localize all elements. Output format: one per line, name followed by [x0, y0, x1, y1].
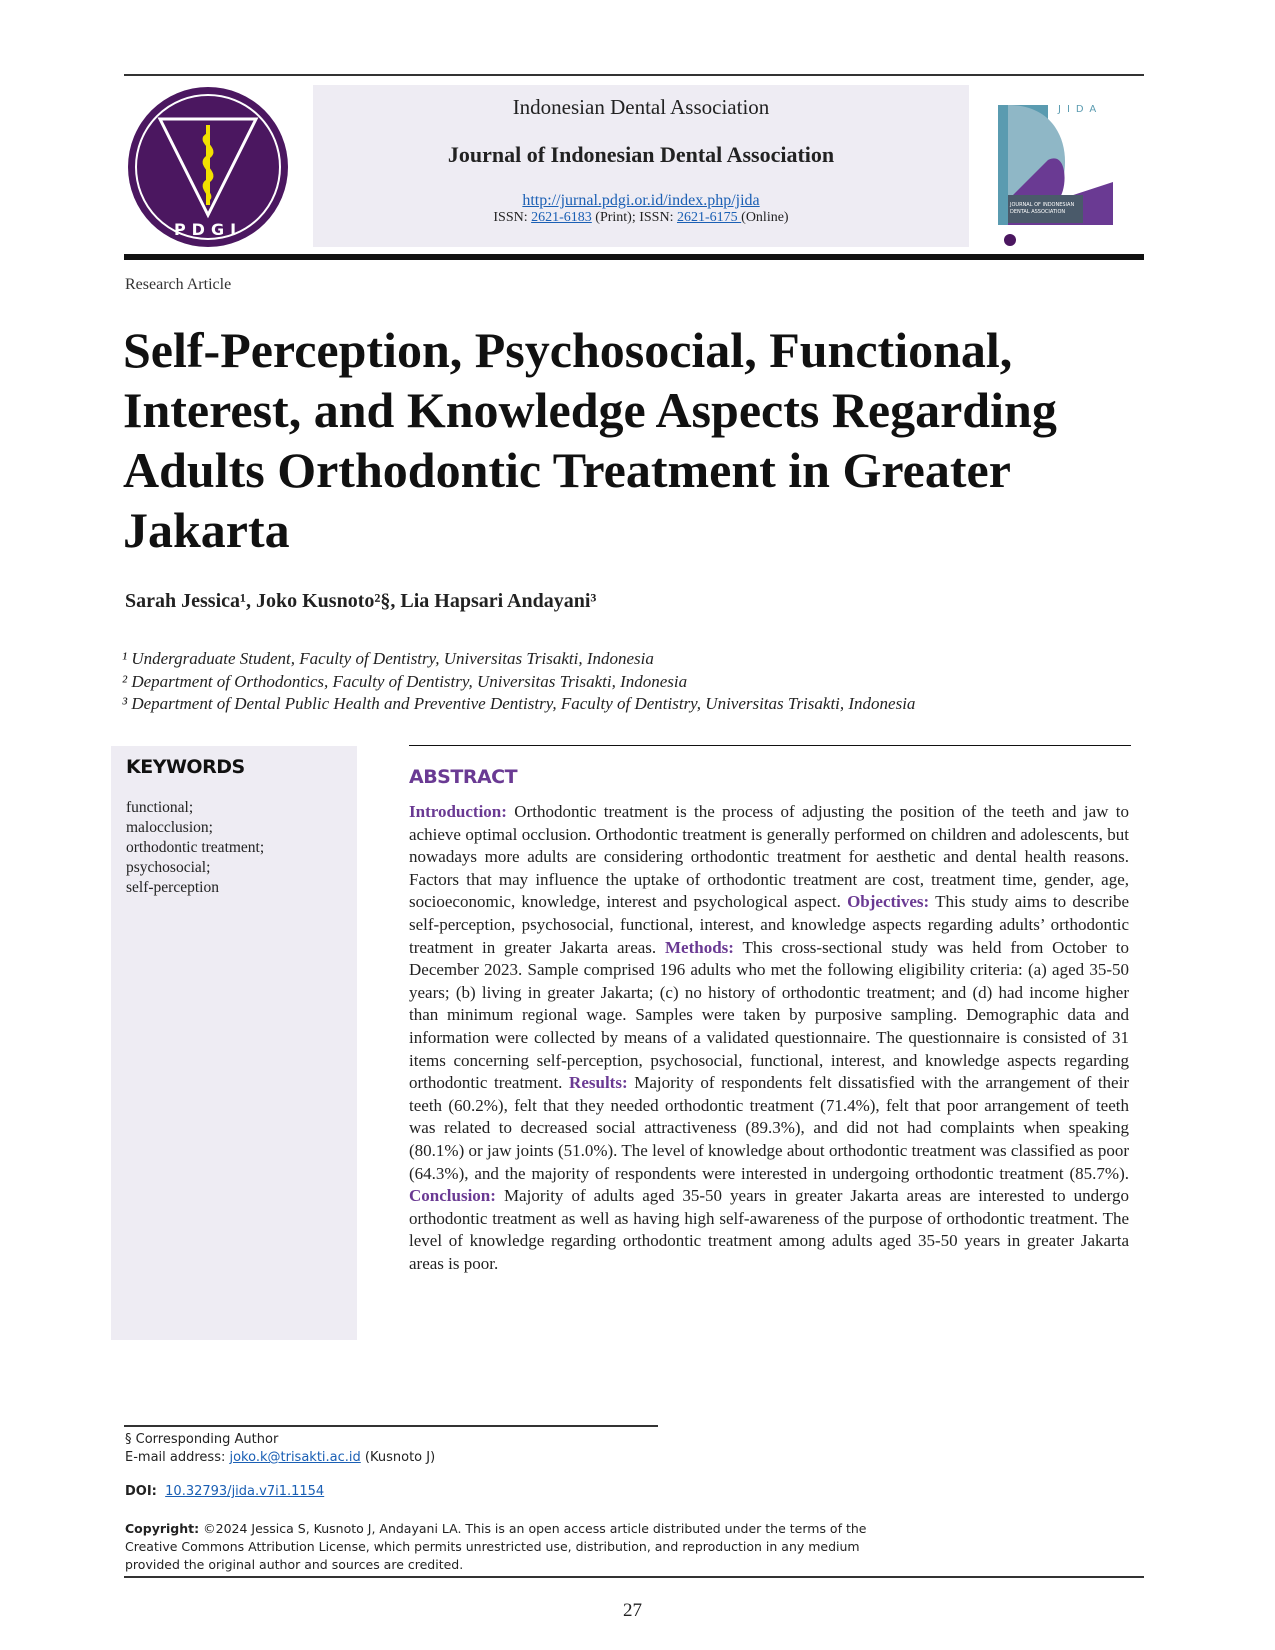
conclusion-text: Majority of adults aged 35-50 years in greater Jakarta areas are interested to undergo orthodontic treatment as well as having high self-awareness of the purpose of orthodontic treatment. The level of knowledge regarding orthodontic treatment among adults aged 35-50 years in greater Jakarta areas is poor. — [409, 1186, 1129, 1273]
keyword: malocclusion; — [126, 819, 213, 836]
journal-name: Journal of Indonesian Dental Association — [447, 142, 835, 167]
copyright-notice — [125, 1520, 885, 1574]
email-label: E-mail address: — [125, 1450, 230, 1465]
online-label: (Online) — [741, 210, 789, 225]
affiliation: ² Department of Orthodontics, Faculty of Dentistry, Universitas Trisakti, Indonesia — [122, 671, 688, 691]
results-text: Majority of respondents felt dissatisfied with the arrangement of their teeth (60.2%), felt that they needed orthodontic treatment (71.4%), felt that poor arrangement of teeth was related to decreased social attractiveness (89.3%), and did not had complaints when speaking (80.1%) or jaw joints (51.0%). The level of knowledge about orthodontic treatment was classified as poor (64.3%), and the majority of respondents were interested in undergoing orthodontic treatment (85.7%). — [409, 1073, 1129, 1183]
keyword: self-perception — [126, 879, 219, 896]
issn-print-link[interactable]: 2621-6183 — [531, 210, 592, 225]
copyright-text: ©2024 Jessica S, Kusnoto J, Andayani LA. This is an open access article distributed under the terms of the Creative Commons Attribution License, which permits unrestricted use, distribution, and reproduction in any medium provided the original author and sources are credited. — [125, 1521, 867, 1572]
objectives-text: This study aims to describe self-perception, psychosocial, functional, interest, and knowledge aspects regarding adults’ orthodontic treatment in greater Jakarta areas. — [409, 892, 1129, 957]
objectives-label: Objectives: — [847, 892, 930, 912]
intro-text: Orthodontic treatment is the process of adjusting the position of the teeth and jaw to achieve optimal occlusion. Orthodontic treatment is generally performed on children and adolescents, but nowadays more adults are considering orthodontic treatment for aesthetic and dental health reasons. Factors that may influence the uptake of orthodontic treatment are cost, treatment time, gender, age, socioeconomic, knowledge, interest and psychological aspect. — [409, 802, 1129, 912]
print-label: (Print); ISSN: — [591, 210, 677, 225]
copyright-label: Copyright: — [125, 1521, 200, 1536]
bottom-rule — [124, 1576, 1144, 1578]
doi-link[interactable]: 10.32793/jida.v7i1.1154 — [165, 1484, 325, 1499]
keyword: functional; — [126, 799, 194, 816]
header-rule — [124, 254, 1144, 260]
issn-online-link[interactable]: 2621-6175 — [676, 210, 742, 225]
svg-text:PDGI: PDGI — [173, 220, 243, 239]
methods-label: Methods: — [664, 937, 734, 957]
keyword: psychosocial; — [126, 859, 211, 876]
journal-header — [313, 85, 969, 247]
keywords-heading: KEYWORDS — [126, 756, 245, 778]
issn-line — [313, 210, 969, 226]
affiliation: ³ Department of Dental Public Health and Preventive Dentistry, Faculty of Dentistry, Universitas Trisakti, Indonesia — [122, 694, 916, 713]
svg-text:DENTAL ASSOCIATION: DENTAL ASSOCIATION — [1010, 209, 1066, 215]
association-name: Indonesian Dental Association — [512, 95, 770, 119]
doi-label: DOI: — [125, 1484, 157, 1499]
svg-text:JOURNAL OF INDONESIAN: JOURNAL OF INDONESIAN — [1010, 202, 1075, 208]
corresponding-author-note — [125, 1431, 435, 1467]
email-link[interactable]: joko.k@trisakti.ac.id — [229, 1450, 361, 1465]
methods-text: This cross-sectional study was held from October to December 2023. Sample comprised 196 adults who met the following eligibility criteria: (a) aged 35-50 years; (b) living in greater Jakarta; (c) no history of orthodontic treatment; and (d) had income higher than minimum regional wage. Samples were taken by purposive sampling. Demographic data and information were collected by means of a validated questionnaire. The questionnaire is consisted of 31 items concerning self-perception, psychosocial, functional, interest, and knowledge aspects regarding orthodontic treatment. — [409, 937, 1129, 1093]
article-title: Self-Perception, Psychosocial, Functional, Interest, and Knowledge Aspects Regarding Adults Orthodontic Treatment in Greater Jakarta — [123, 322, 1057, 558]
affiliations — [122, 648, 915, 716]
affiliation: ¹ Undergraduate Student, Faculty of Dentistry, Universitas Trisakti, Indonesia — [122, 649, 654, 668]
corresponding-label: § Corresponding Author — [125, 1432, 279, 1447]
results-label: Results: — [569, 1073, 628, 1093]
author-list: Sarah Jessica¹, Joko Kusnoto²§, Lia Hapsari Andayani³ — [125, 590, 597, 612]
journal-url-link[interactable]: http://jurnal.pdgi.or.id/index.php/jida — [522, 192, 760, 209]
top-rule — [124, 74, 1144, 76]
conclusion-label: Conclusion: — [409, 1186, 496, 1206]
cover-title: JIDA — [1058, 104, 1103, 115]
page-number: 27 — [623, 1600, 642, 1621]
doi-line — [125, 1484, 324, 1499]
keywords-box — [111, 746, 357, 1340]
email-name: (Kusnoto J) — [360, 1450, 436, 1465]
issn-label: ISSN: — [493, 210, 532, 225]
journal-cover-image — [998, 100, 1113, 250]
abstract-heading: ABSTRACT — [409, 766, 518, 788]
footnote-rule — [124, 1425, 658, 1427]
article-type: Research Article — [125, 276, 232, 293]
keyword: orthodontic treatment; — [126, 839, 265, 856]
abstract-body — [409, 801, 1129, 1275]
intro-label: Introduction: — [409, 802, 507, 821]
pdgi-logo — [126, 85, 290, 249]
abstract-rule — [409, 745, 1131, 746]
